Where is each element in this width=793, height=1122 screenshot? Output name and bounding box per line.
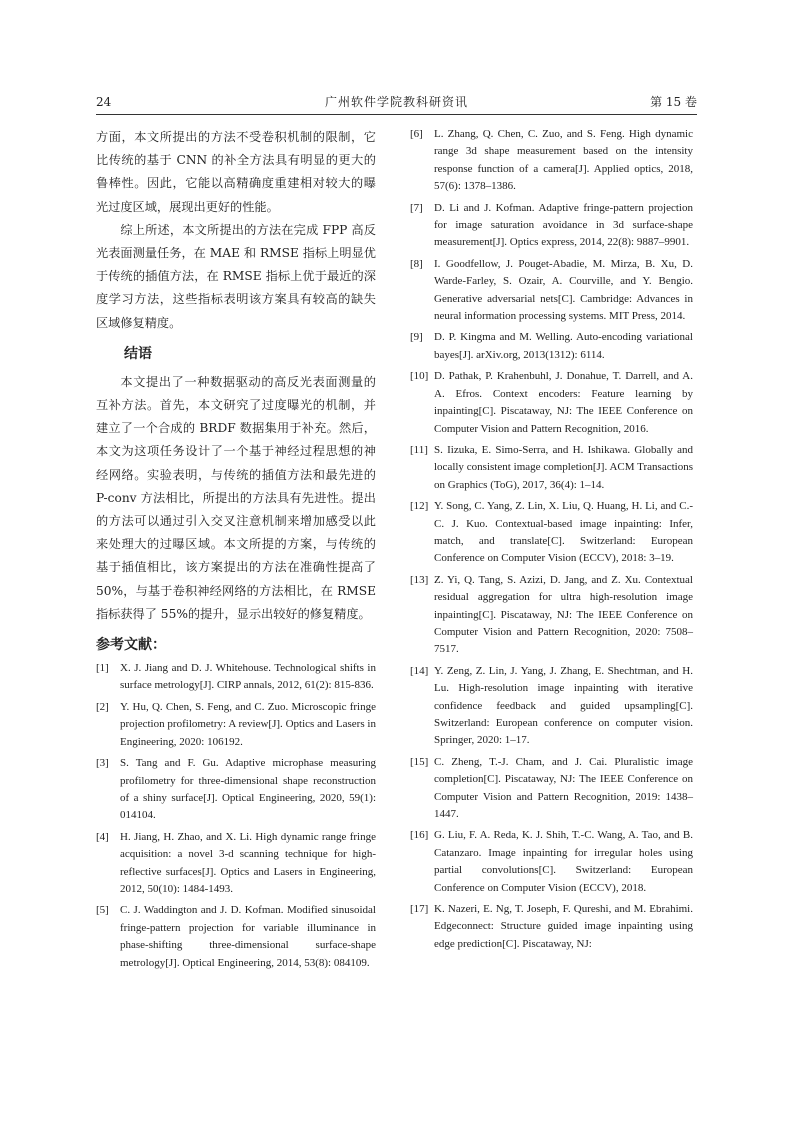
- reference-text: C. J. Waddington and J. D. Kofman. Modified sinusoidal fringe-pattern projection for variable illuminance in phase-shifting three-dimensional surface-shape metrology[J]. Optical Engineering, 2014, 53(8): 084109.: [120, 904, 376, 969]
- reference-item: [410, 442, 693, 494]
- reference-list-left: [96, 660, 376, 972]
- reference-item: [410, 200, 693, 252]
- reference-item: [96, 699, 376, 751]
- reference-number: [11]: [410, 443, 428, 456]
- reference-text: C. Zheng, T.-J. Cham, and J. Cai. Pluralistic image completion[C]. Piscataway, NJ: The IEEE Conference on Computer Vision and Pattern Recognition, 2019: 1438–1447.: [434, 755, 693, 821]
- reference-text: L. Zhang, Q. Chen, C. Zuo, and S. Feng. High dynamic range 3d shape measurement based on the intensity response function of a camera[J]. Applied optics, 2018, 57(6): 1378–1386.: [434, 128, 693, 193]
- reference-number: [7]: [410, 201, 423, 214]
- reference-text: Y. Zeng, Z. Lin, J. Yang, J. Zhang, E. Shechtman, and H. Lu. High-resolution image inpainting with iterative confidence feedback and guided upsampling[C]. Switzerland: European conference on computer vision. Springer, 2020: 1–17.: [434, 664, 693, 747]
- section-heading-conclusion: 结语: [124, 345, 152, 362]
- reference-item: [410, 126, 693, 196]
- volume-label: 第 15 卷: [650, 95, 697, 109]
- reference-number: [8]: [410, 257, 423, 270]
- reference-number: [5]: [96, 904, 109, 917]
- reference-item: [96, 829, 376, 899]
- reference-number: [15]: [410, 755, 429, 768]
- reference-number: [14]: [410, 664, 429, 677]
- reference-text: Y. Song, C. Yang, Z. Lin, X. Liu, Q. Huang, H. Li, and C.-C. J. Kuo. Contextual-based image inpainting: Infer, match, and translate[C]. Switzerland: European Conference on Computer Vision (ECCV), 2018: 3–19.: [434, 500, 693, 565]
- reference-item: [410, 329, 693, 364]
- reference-number: [12]: [410, 500, 429, 513]
- reference-number: [17]: [410, 903, 429, 916]
- reference-number: [3]: [96, 757, 109, 770]
- reference-item: [96, 902, 376, 972]
- reference-item: [410, 827, 693, 897]
- reference-number: [10]: [410, 370, 429, 383]
- right-column: [410, 126, 693, 957]
- reference-number: [4]: [96, 830, 109, 843]
- reference-text: X. J. Jiang and D. J. Whitehouse. Technological shifts in surface metrology[J]. CIRP annals, 2012, 61(2): 815-836.: [120, 662, 376, 692]
- reference-item: [410, 572, 693, 659]
- reference-text: D. Pathak, P. Krahenbuhl, J. Donahue, T. Darrell, and A. A. Efros. Context encoders: Feature learning by inpainting[C]. Piscataway, NJ: The IEEE Conference on Computer Vision and Pattern Recognition, 2016.: [434, 370, 693, 435]
- reference-text: S. Tang and F. Gu. Adaptive microphase measuring profilometry for three-dimensional shape reconstruction of a shiny surface[J]. Optical Engineering, 2020, 59(1): 014104.: [120, 757, 376, 822]
- reference-text: D. P. Kingma and M. Welling. Auto-encoding variational bayes[J]. arXiv.org, 2013(1312): 6114.: [434, 331, 693, 361]
- reference-list-right: [410, 126, 693, 953]
- reference-number: [9]: [410, 331, 423, 344]
- reference-text: S. Iizuka, E. Simo-Serra, and H. Ishikawa. Globally and locally consistent image completion[J]. ACM Transactions on Graphics (ToG), 2017, 36(4): 1–14.: [434, 443, 693, 491]
- reference-number: [13]: [410, 573, 429, 586]
- conclusion-paragraph: 本文提出了一种数据驱动的高反光表面测量的互补方法。首先，本文研究了过度曝光的机制，并建立了一个合成的 BRDF 数据集用于补充。然后，本文为这项任务设计了一个基于神经过程思想的神经网络。实验表明，与传统的插值方法和最先进的 P-conv 方法相比，所提出的方法具有先进性。提出的方法可以通过引入交叉注意机制来增加感受以此来处理大的过曝区域。本文所提的方案，与传统的基于插值相比，该方案提出的方法在准确性提高了 50%，与基于卷积神经网络的方法相比，在 RMSE 指标获得了 55%的提升，显示出较好的修复精度。: [96, 374, 376, 621]
- journal-title: 广州软件学院教科研资讯: [324, 95, 468, 109]
- reference-item: [410, 368, 693, 438]
- reference-item: [410, 901, 693, 953]
- reference-item: [96, 755, 376, 825]
- references-heading: 参考文献：: [96, 637, 166, 654]
- reference-text: I. Goodfellow, J. Pouget-Abadie, M. Mirza, B. Xu, D. Warde-Farley, S. Ozair, A. Courville, and Y. Bengio. Generative adversarial nets[C]. Cambridge: Advances in neural information processing systems. MIT Press, 2014.: [434, 257, 693, 323]
- page-header: [96, 92, 697, 115]
- reference-text: G. Liu, F. A. Reda, K. J. Shih, T.-C. Wang, A. Tao, and B. Catanzaro. Image inpainting for irregular holes using partial convolutions[C]. Switzerland: European Conference on Computer Vision (ECCV), 2018.: [434, 829, 693, 894]
- left-column: [96, 126, 376, 976]
- reference-text: Y. Hu, Q. Chen, S. Feng, and C. Zuo. Microscopic fringe projection profilometry: A review[J]. Optics and Lasers in Engineering, 2020: 106192.: [120, 700, 376, 748]
- reference-number: [16]: [410, 829, 429, 842]
- reference-text: H. Jiang, H. Zhao, and X. Li. High dynamic range fringe acquisition: a novel 3-d scanning technique for high-reflective surfaces[J]. Optics and Lasers in Engineering, 2012, 50(10): 1484-1493.: [120, 830, 376, 895]
- reference-text: K. Nazeri, E. Ng, T. Joseph, F. Qureshi, and M. Ebrahimi. Edgeconnect: Structure guided image inpainting using edge prediction[C]. Piscataway, NJ:: [434, 903, 693, 950]
- reference-item: [410, 663, 693, 750]
- body-paragraph: 综上所述，本文所提出的方法在完成 FPP 高反光表面测量任务，在 MAE 和 RMSE 指标上明显优于传统的插值方法，在 RMSE 指标上优于最近的深度学习方法，这些指标表明该方案具有较高的缺失区域修复精度。: [96, 222, 376, 330]
- reference-text: D. Li and J. Kofman. Adaptive fringe-pattern projection for image saturation avoidance in 3d surface-shape measurement[J]. Optics express, 2014, 22(8): 9887–9901.: [434, 201, 693, 249]
- reference-number: [2]: [96, 700, 109, 713]
- body-paragraph: 方面，本文所提出的方法不受卷积机制的限制，它比传统的基于 CNN 的补全方法具有明显的更大的鲁棒性。因此，它能以高精确度重建相对较大的曝光过度区域，展现出更好的性能。: [96, 130, 376, 214]
- reference-number: [1]: [96, 662, 109, 675]
- reference-item: [410, 256, 693, 326]
- reference-item: [410, 498, 693, 568]
- reference-text: Z. Yi, Q. Tang, S. Azizi, D. Jang, and Z. Xu. Contextual residual aggregation for ultra high-resolution image inpainting[C]. Piscataway, NJ: The IEEE Conference on Computer Vision and Pattern Recognition, 2020: 7508–7517.: [434, 573, 693, 656]
- reference-number: [6]: [410, 128, 423, 140]
- reference-item: [410, 754, 693, 824]
- page-number: 24: [96, 95, 112, 109]
- reference-item: [96, 660, 376, 695]
